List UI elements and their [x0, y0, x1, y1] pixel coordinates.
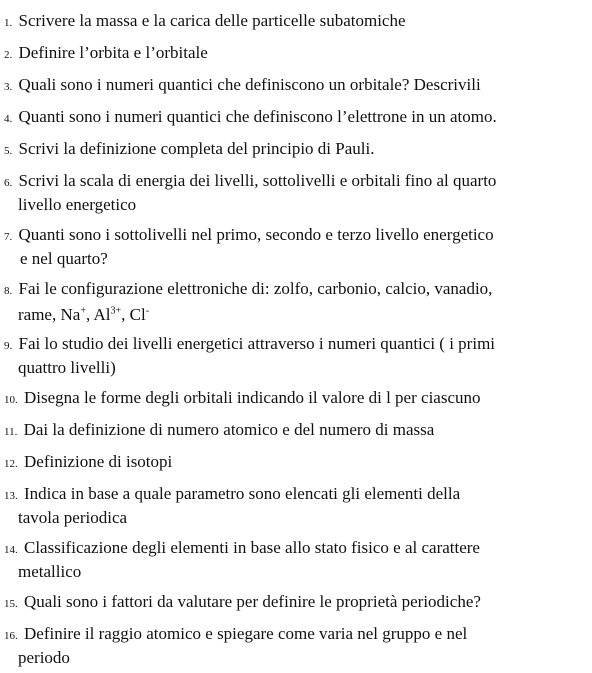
question-text: Dai la definizione di numero atomico e del numero di massa [23, 420, 435, 439]
question-text: Fai lo studio dei livelli energetici attraverso i numeri quantici ( i primi [18, 334, 496, 353]
question-text: Quanti sono i numeri quantici che definiscono l’elettrone in un atomo. [18, 107, 497, 126]
question-text: Fai le configurazione elettroniche di: zolfo, carbonio, calcio, vanadio, [18, 279, 493, 298]
question-text: Definizione di isotopi [24, 452, 173, 471]
question-text: Classificazione degli elementi in base allo stato fisico e al carattere [24, 538, 480, 557]
question-text: Scrivi la scala di energia dei livelli, sottolivelli e orbitali fino al quarto [18, 171, 497, 190]
question-8 [4, 278, 584, 326]
question-15 [4, 591, 584, 615]
question-4 [4, 106, 584, 130]
question-text-continuation: metallico [18, 562, 82, 581]
question-16 [4, 623, 584, 669]
ion-chloride [130, 305, 149, 324]
question-13 [4, 483, 584, 529]
question-number: 11. [4, 426, 18, 438]
separator: , [85, 305, 94, 324]
question-text-continuation [4, 304, 584, 326]
question-text: Scrivi la definizione completa del principio di Pauli. [18, 139, 375, 158]
separator: , [121, 305, 130, 324]
question-text-continuation: tavola periodica [18, 508, 128, 527]
question-11 [4, 419, 584, 443]
question-number: 16. [4, 630, 18, 642]
question-number: 9. [4, 340, 13, 352]
question-number: 1. [4, 17, 13, 29]
question-7 [4, 224, 584, 270]
question-text-continuation: quattro livelli) [18, 358, 116, 377]
question-number: 10. [4, 394, 18, 406]
question-number: 15. [4, 598, 18, 610]
question-number: 5. [4, 145, 13, 157]
ion-sodium [60, 305, 85, 324]
question-text: Definire l’orbita e l’orbitale [18, 43, 208, 62]
question-number: 2. [4, 49, 13, 61]
question-number: 4. [4, 113, 13, 125]
question-number: 3. [4, 81, 13, 93]
question-10 [4, 387, 584, 411]
question-number: 13. [4, 490, 18, 502]
question-14 [4, 537, 584, 583]
ion-symbol: Al [93, 305, 111, 324]
question-number: 7. [4, 231, 13, 243]
question-text-continuation: periodo [18, 648, 70, 667]
ion-charge: + [80, 305, 86, 317]
question-text: Quali sono i fattori da valutare per definire le proprietà periodiche? [24, 592, 481, 611]
question-number: 6. [4, 177, 13, 189]
question-number: 14. [4, 544, 18, 556]
question-text: Quanti sono i sottolivelli nel primo, secondo e terzo livello energetico [18, 225, 494, 244]
ion-symbol: Cl [129, 305, 146, 324]
question-text: Indica in base a quale parametro sono elencati gli elementi della [24, 484, 461, 503]
ion-charge: - [145, 305, 150, 317]
question-12 [4, 451, 584, 475]
question-1 [4, 10, 584, 34]
ion-aluminium [94, 305, 122, 324]
question-text-continuation: livello energetico [18, 195, 137, 214]
ion-charge: 3+ [110, 305, 122, 317]
question-3 [4, 74, 584, 98]
question-text: Disegna le forme degli orbitali indicando il valore di l per ciascuno [24, 388, 481, 407]
question-number: 8. [4, 285, 13, 297]
question-9 [4, 333, 584, 379]
question-text: Quali sono i numeri quantici che definiscono un orbitale? Descrivili [18, 75, 481, 94]
question-6 [4, 170, 584, 216]
question-5 [4, 138, 584, 162]
question-text-prefix: rame, [18, 305, 61, 324]
question-number: 12. [4, 458, 18, 470]
question-text: Definire il raggio atomico e spiegare come varia nel gruppo e nel [24, 624, 468, 643]
ion-symbol: Na [60, 305, 81, 324]
question-text: Scrivere la massa e la carica delle particelle subatomiche [18, 11, 406, 30]
question-text-continuation: e nel quarto? [20, 249, 108, 268]
question-2 [4, 42, 584, 66]
